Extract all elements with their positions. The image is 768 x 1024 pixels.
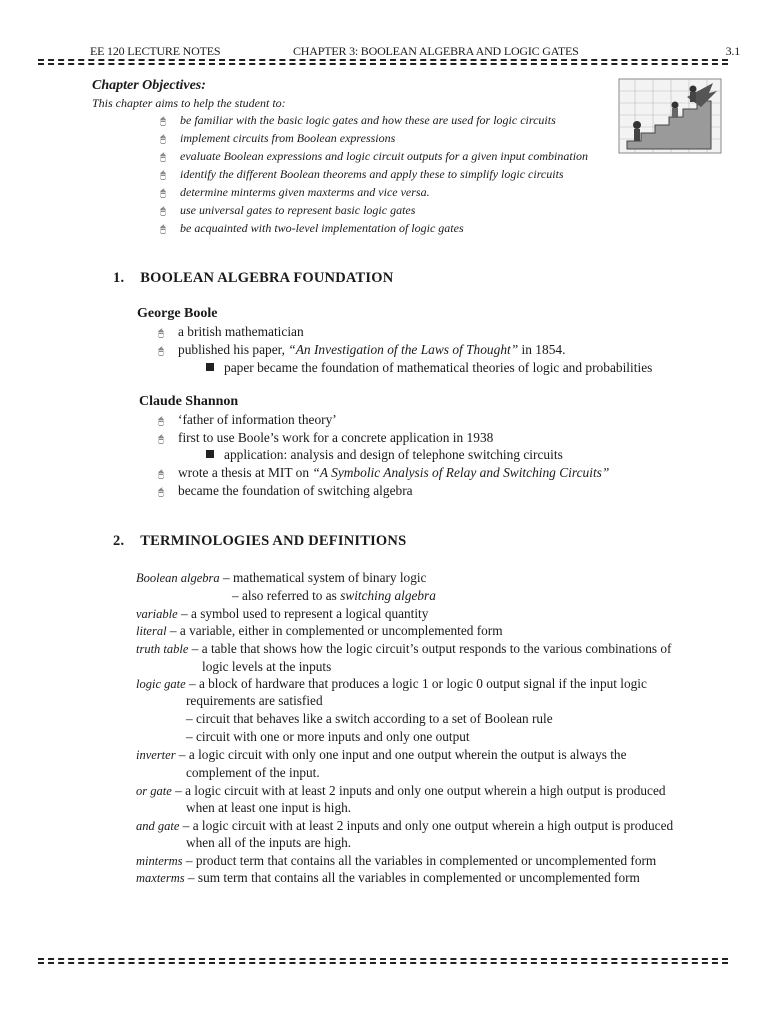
list-item: 🖰 identify the different Boolean theorems and apply these to simplify logic circuits — [160, 167, 564, 181]
definition-variable: variable – a symbol used to represent a logical quantity — [136, 606, 429, 621]
list-item: 🖰 became the foundation of switching algebra — [158, 483, 413, 498]
mouse-icon: 🖰 — [160, 152, 166, 163]
mouse-icon: 🖰 — [160, 206, 166, 217]
list-item: 🖰 be acquainted with two-level implementation of logic gates — [160, 221, 464, 235]
square-bullet-icon — [206, 450, 214, 458]
shannon-heading: Claude Shannon — [139, 394, 239, 409]
definition-literal: literal – a variable, either in complemented or uncomplemented form — [136, 623, 503, 638]
definition-and-gate: and gate – a logic circuit with at least 2 inputs and only one output wherein a high output is produced — [136, 818, 674, 833]
list-item: 🖰 evaluate Boolean expressions and logic circuit outputs for a given input combination — [160, 149, 589, 163]
definition-continuation: logic levels at the inputs — [202, 659, 332, 674]
definition-truth-table: truth table – a table that shows how the logic circuit’s output responds to the various combinations of — [136, 641, 672, 656]
list-item: 🖰 determine minterms given maxterms and vice versa. — [160, 185, 430, 199]
section-1-heading: 1. BOOLEAN ALGEBRA FOUNDATION — [113, 270, 394, 286]
staircase-climb-clipart — [617, 77, 723, 155]
definition-maxterms: maxterms – sum term that contains all the variables in complemented or uncomplemented form — [136, 870, 640, 885]
section-2-heading: 2. TERMINOLOGIES AND DEFINITIONS — [113, 533, 407, 549]
list-item: 🖰 a british mathematician — [158, 324, 304, 339]
definition-continuation: when at least one input is high. — [186, 800, 352, 815]
list-item: application: analysis and design of telephone switching circuits — [206, 447, 563, 463]
list-item: 🖰 be familiar with the basic logic gates and how these are used for logic circuits — [160, 113, 556, 127]
definition-continuation: – circuit with one or more inputs and only one output — [186, 729, 470, 744]
definition-continuation: requirements are satisfied — [186, 693, 323, 708]
objectives-list — [160, 113, 588, 239]
definition-or-gate: or gate – a logic circuit with at least 2 inputs and only one output wherein a high output is produced — [136, 783, 666, 798]
mouse-icon: 🖰 — [160, 170, 166, 181]
definition-continuation: – circuit that behaves like a switch according to a set of Boolean rule — [186, 711, 553, 726]
header-rule — [38, 59, 728, 65]
mouse-icon: 🖰 — [160, 116, 166, 127]
header-page-number: 3.1 — [725, 44, 740, 58]
definition-minterms: minterms – product term that contains all the variables in complemented or uncomplemented form — [136, 853, 657, 868]
list-item: paper became the foundation of mathematical theories of logic and probabilities — [206, 360, 652, 376]
definition-boolean-algebra: Boolean algebra – mathematical system of binary logic — [136, 570, 427, 585]
mouse-icon: 🖰 — [160, 134, 166, 145]
definition-continuation: – also referred to as switching algebra — [232, 588, 436, 603]
mouse-icon: 🖰 — [158, 328, 164, 339]
boole-heading: George Boole — [137, 306, 218, 321]
mouse-icon: 🖰 — [158, 434, 164, 445]
objectives-intro: This chapter aims to help the student to: — [92, 96, 286, 110]
footer-rule — [38, 958, 728, 964]
square-bullet-icon — [206, 363, 214, 371]
definition-logic-gate: logic gate – a block of hardware that produces a logic 1 or logic 0 output signal if the input logic — [136, 676, 647, 691]
page-header — [90, 44, 740, 60]
definition-continuation: when all of the inputs are high. — [186, 835, 352, 850]
mouse-icon: 🖰 — [160, 188, 166, 199]
list-item: 🖰 implement circuits from Boolean expressions — [160, 131, 396, 145]
mouse-icon: 🖰 — [158, 487, 164, 498]
list-item: 🖰 first to use Boole’s work for a concrete application in 1938 — [158, 430, 494, 445]
header-course: EE 120 LECTURE NOTES — [90, 44, 221, 58]
list-item: 🖰 ‘father of information theory’ — [158, 412, 337, 427]
objectives-title: Chapter Objectives: — [92, 78, 206, 93]
mouse-icon: 🖰 — [158, 469, 164, 480]
list-item: 🖰 published his paper, “An Investigation of the Laws of Thought” in 1854. — [158, 342, 566, 357]
mouse-icon: 🖰 — [160, 224, 166, 235]
mouse-icon: 🖰 — [158, 346, 164, 357]
list-item: 🖰 use universal gates to represent basic logic gates — [160, 203, 416, 217]
mouse-icon: 🖰 — [158, 416, 164, 427]
definition-continuation: complement of the input. — [186, 765, 320, 780]
definition-inverter: inverter – a logic circuit with only one input and one output wherein the output is always the — [136, 747, 627, 762]
header-chapter: CHAPTER 3: BOOLEAN ALGEBRA AND LOGIC GATES — [293, 44, 579, 58]
list-item: 🖰 wrote a thesis at MIT on “A Symbolic Analysis of Relay and Switching Circuits” — [158, 465, 610, 480]
